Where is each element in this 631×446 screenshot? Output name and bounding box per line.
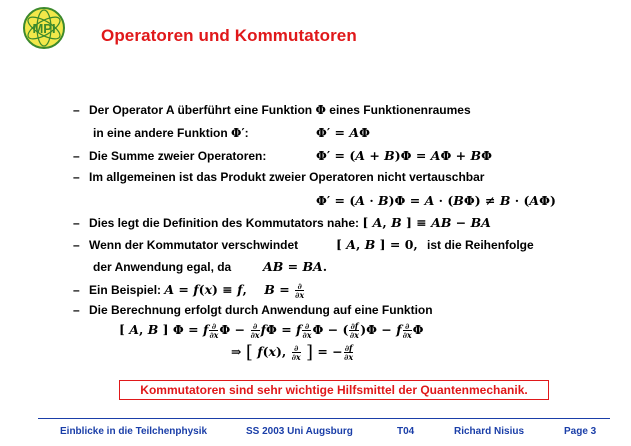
- bullet-vanishing-end: ist die Reihenfolge: [427, 238, 534, 252]
- formula-result: ⇒ [ f(x), $\frac{\partial}{\partial x}$ ] = − $\frac{\partial f}{\partial x}$: [231, 342, 354, 363]
- bullet-operator-line2: in eine andere Funktion Φ′:: [93, 126, 249, 140]
- bullet-sum: – Die Summe zweier Operatoren:: [73, 149, 267, 163]
- bullet-vanishing-line2: der Anwendung egal, da: [93, 260, 232, 274]
- footer-author: Richard Nisius: [454, 426, 525, 437]
- callout-box: Kommutatoren sind sehr wichtige Hilfsmittel der Quantenmechanik.: [119, 380, 549, 400]
- footer-course: Einblicke in die Teilchenphysik: [60, 426, 208, 437]
- bullet-commutator-def: – Dies legt die Definition des Kommutators nahe: [ A, B ] ≡ AB − BA: [73, 215, 491, 230]
- footer-rule: [38, 418, 610, 419]
- bullet-example: – Ein Beispiel: A = f(x) ≡ f, B = $\frac{\partial}{\partial x}$: [73, 281, 305, 300]
- formula-calculation: [ A, B ] Φ = f $\frac{\partial}{\partial x}$ Φ − $\frac{\partial}{\partial x}$ fΦ = f $\frac{\partial}{\partial x}$ Φ − ( $\frac{\partial f}{\partial x}$ )Φ − f $\frac{\partial}{\partial x}$ Φ: [119, 321, 424, 340]
- formula-phi-prime: Φ′ = AΦ: [316, 125, 370, 140]
- formula-product: Φ′ = (A · B)Φ = A · (BΦ) ≠ B · (AΦ): [316, 193, 556, 208]
- formula-sum: Φ′ = (A + B)Φ = AΦ + BΦ: [316, 148, 492, 163]
- mpi-logo: [22, 6, 66, 50]
- bullet-operator: – Der Operator A überführt eine Funktion Φ eines Funktionenraumes: [73, 103, 471, 117]
- footer-page: Page 3: [564, 426, 597, 437]
- bullet-operator-text-end: eines Funktionenraumes: [329, 103, 471, 117]
- bullet-operator-text: Der Operator A überführt eine Funktion: [89, 103, 313, 117]
- bullet-calculation: – Die Berechnung erfolgt durch Anwendung auf eine Funktion: [73, 303, 433, 317]
- bullet-vanishing: – Wenn der Kommutator verschwindet: [73, 238, 299, 252]
- footer-code: T04: [397, 426, 415, 437]
- formula-vanishing: [ A, B ] = 0,: [336, 237, 418, 252]
- bullet-product: – Im allgemeinen ist das Produkt zweier Operatoren nicht vertauschbar: [73, 170, 485, 184]
- footer-term: SS 2003 Uni Augsburg: [246, 426, 353, 437]
- formula-ab-eq-ba: AB = BA.: [263, 259, 328, 274]
- logo-text: MPI: [32, 21, 56, 36]
- page-title: Operatoren und Kommutatoren: [101, 26, 357, 45]
